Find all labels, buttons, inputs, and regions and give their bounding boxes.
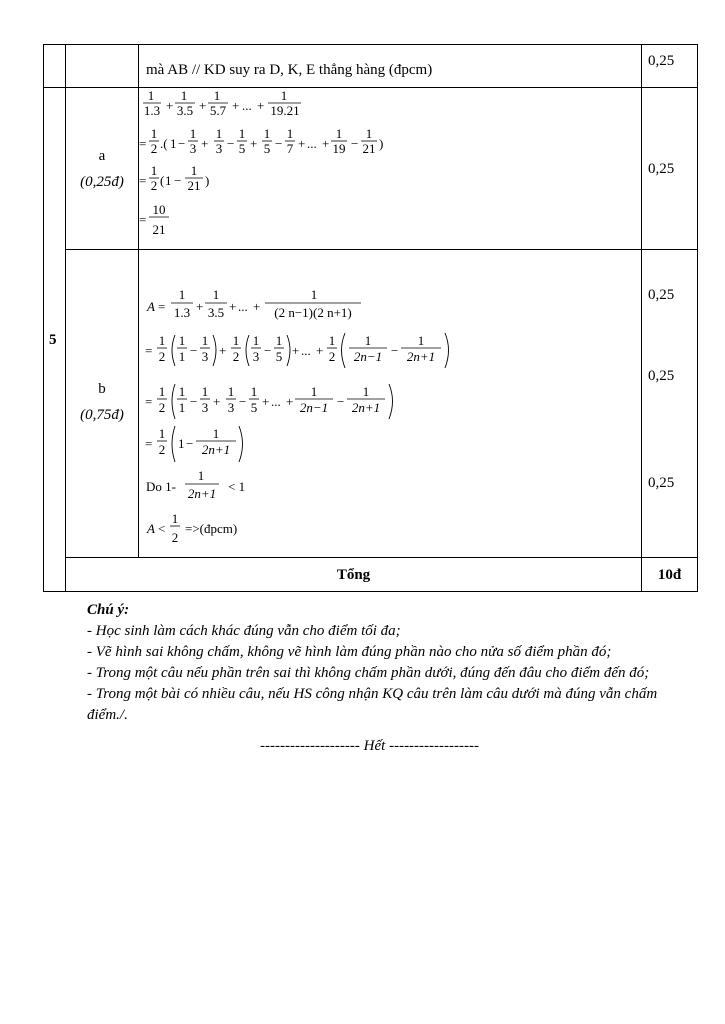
svg-text:+: + bbox=[286, 394, 294, 409]
table-border-row2 bbox=[65, 249, 698, 250]
svg-text:+: + bbox=[201, 136, 209, 151]
part-b-score-3: 0,25 bbox=[648, 475, 675, 491]
svg-text:=: = bbox=[139, 173, 147, 188]
svg-text:1: 1 bbox=[158, 426, 166, 441]
svg-text:+: + bbox=[196, 299, 204, 314]
svg-text:1: 1 bbox=[189, 126, 197, 141]
table-border-top bbox=[43, 44, 698, 45]
table-border-col3 bbox=[641, 44, 642, 592]
svg-text:2: 2 bbox=[232, 349, 240, 364]
svg-text:+: + bbox=[199, 98, 207, 113]
part-a-line-3 bbox=[139, 163, 209, 193]
svg-text:1: 1 bbox=[286, 126, 294, 141]
svg-text:1: 1 bbox=[365, 126, 373, 141]
svg-text:5: 5 bbox=[238, 141, 246, 156]
part-a-points: (0,25đ) bbox=[80, 174, 124, 190]
notes-title: Chú ý: bbox=[87, 602, 130, 618]
svg-text:2n−1: 2n−1 bbox=[353, 349, 383, 364]
total-label: Tổng bbox=[336, 567, 371, 583]
svg-text:19: 19 bbox=[332, 141, 346, 156]
svg-text:1: 1 bbox=[158, 384, 166, 399]
svg-text:−: − bbox=[174, 173, 182, 188]
svg-text:=: = bbox=[158, 299, 166, 314]
svg-text:3: 3 bbox=[189, 141, 197, 156]
svg-text:=: = bbox=[145, 436, 153, 451]
svg-text:< 1: < 1 bbox=[228, 479, 246, 494]
svg-text:+: + bbox=[213, 394, 221, 409]
svg-text:21: 21 bbox=[187, 178, 201, 193]
svg-text:2n+1: 2n+1 bbox=[406, 349, 436, 364]
svg-text:2n+1: 2n+1 bbox=[351, 400, 381, 415]
end-dashes-left: -------------------- bbox=[260, 738, 360, 754]
svg-text:1: 1 bbox=[213, 88, 221, 103]
svg-text:−: − bbox=[190, 394, 198, 409]
svg-text:1: 1 bbox=[201, 333, 209, 348]
svg-text:1: 1 bbox=[165, 173, 172, 188]
svg-text:.(: .( bbox=[160, 136, 168, 151]
svg-text:10: 10 bbox=[152, 202, 166, 217]
end-word: Hết bbox=[363, 738, 386, 754]
svg-text:1: 1 bbox=[275, 333, 283, 348]
svg-text:1: 1 bbox=[158, 333, 166, 348]
svg-text:...: ... bbox=[301, 343, 311, 358]
frac-den: 1.3 bbox=[143, 103, 161, 118]
svg-text:+: + bbox=[262, 394, 270, 409]
svg-text:): ) bbox=[379, 136, 384, 151]
svg-text:1.3: 1.3 bbox=[173, 305, 191, 320]
part-b-line-3 bbox=[145, 384, 393, 419]
svg-text:2n−1: 2n−1 bbox=[299, 400, 329, 415]
svg-text:1: 1 bbox=[212, 426, 220, 441]
question-number: 5 bbox=[49, 332, 57, 348]
svg-text:1: 1 bbox=[190, 163, 198, 178]
svg-text:−: − bbox=[351, 136, 359, 151]
table-border-bottom bbox=[43, 591, 698, 592]
svg-text:−: − bbox=[239, 394, 247, 409]
svg-text:2: 2 bbox=[150, 141, 158, 156]
svg-text:−: − bbox=[337, 394, 345, 409]
svg-text:+: + bbox=[298, 136, 306, 151]
svg-text:1: 1 bbox=[178, 333, 186, 348]
svg-text:1: 1 bbox=[335, 126, 343, 141]
svg-text:1: 1 bbox=[238, 126, 246, 141]
svg-text:...: ... bbox=[307, 136, 317, 151]
svg-text:1: 1 bbox=[178, 384, 186, 399]
svg-text:−: − bbox=[227, 136, 235, 151]
svg-text:1: 1 bbox=[178, 287, 186, 302]
svg-text:1: 1 bbox=[280, 88, 288, 103]
svg-text:+: + bbox=[229, 299, 237, 314]
svg-text:3.5: 3.5 bbox=[207, 305, 225, 320]
svg-text:Do 1-: Do 1- bbox=[146, 479, 176, 494]
svg-text:+: + bbox=[292, 343, 300, 358]
part-b-line-4 bbox=[145, 426, 243, 462]
part-a-label: a bbox=[98, 148, 106, 164]
svg-text:1: 1 bbox=[215, 126, 223, 141]
frac-num: 1 bbox=[147, 88, 155, 103]
svg-text:3: 3 bbox=[215, 141, 223, 156]
end-marker bbox=[260, 738, 479, 755]
note-item: - Vẽ hình sai không chấm, không vẽ hình làm đúng phần nào cho nửa số điểm phần đó; bbox=[87, 644, 612, 660]
svg-text:...: ... bbox=[271, 394, 281, 409]
svg-text:1: 1 bbox=[310, 287, 318, 302]
notes-section bbox=[87, 600, 687, 726]
svg-text:7: 7 bbox=[286, 141, 294, 156]
svg-text:2: 2 bbox=[150, 178, 158, 193]
svg-text:−: − bbox=[186, 436, 194, 451]
part-b-line-5 bbox=[146, 468, 245, 501]
svg-text:A: A bbox=[147, 299, 155, 314]
svg-text:1: 1 bbox=[250, 384, 258, 399]
svg-text:1: 1 bbox=[180, 88, 188, 103]
svg-text:=>(đpcm): =>(đpcm) bbox=[185, 521, 238, 536]
svg-text:19.21: 19.21 bbox=[270, 103, 300, 118]
part-b-score-2: 0,25 bbox=[648, 368, 675, 384]
svg-text:−: − bbox=[178, 136, 186, 151]
svg-text:...: ... bbox=[238, 299, 248, 314]
svg-text:+: + bbox=[166, 98, 174, 113]
svg-text:1: 1 bbox=[171, 511, 179, 526]
svg-text:2: 2 bbox=[158, 400, 166, 415]
part-a-line-4 bbox=[139, 202, 169, 237]
svg-text:): ) bbox=[205, 173, 210, 188]
svg-text:(: ( bbox=[160, 173, 165, 188]
svg-text:3.5: 3.5 bbox=[176, 103, 194, 118]
svg-text:+: + bbox=[316, 343, 324, 358]
svg-text:5: 5 bbox=[250, 400, 258, 415]
svg-text:1: 1 bbox=[150, 163, 158, 178]
svg-text:1: 1 bbox=[252, 333, 260, 348]
top-row-text: mà AB // KD suy ra D, K, E thẳng hàng (đpcm) bbox=[146, 62, 433, 78]
svg-text:=: = bbox=[145, 343, 153, 358]
svg-text:1: 1 bbox=[310, 384, 318, 399]
total-score: 10đ bbox=[657, 567, 682, 583]
svg-text:21: 21 bbox=[362, 141, 376, 156]
svg-text:=: = bbox=[139, 136, 147, 151]
part-a-score: 0,25 bbox=[648, 161, 675, 177]
svg-text:1: 1 bbox=[364, 333, 372, 348]
svg-text:2n+1: 2n+1 bbox=[187, 486, 217, 501]
svg-text:1: 1 bbox=[263, 126, 271, 141]
svg-text:−: − bbox=[190, 343, 198, 358]
svg-text:+: + bbox=[250, 136, 258, 151]
svg-text:1: 1 bbox=[212, 287, 220, 302]
svg-text:2: 2 bbox=[328, 349, 336, 364]
svg-text:(2 n−1)(2 n+1): (2 n−1)(2 n+1) bbox=[274, 305, 352, 320]
svg-text:+: + bbox=[257, 98, 265, 113]
svg-text:1: 1 bbox=[362, 384, 370, 399]
part-b-line-6 bbox=[146, 511, 237, 545]
svg-text:2n+1: 2n+1 bbox=[201, 442, 231, 457]
svg-text:A: A bbox=[147, 521, 155, 536]
svg-text:3: 3 bbox=[201, 349, 209, 364]
svg-text:1: 1 bbox=[328, 333, 336, 348]
svg-text:<: < bbox=[158, 521, 166, 536]
svg-text:−: − bbox=[264, 343, 272, 358]
svg-text:−: − bbox=[391, 343, 399, 358]
part-b-line-2 bbox=[145, 333, 449, 368]
part-a-line-2 bbox=[139, 126, 383, 156]
svg-text:+: + bbox=[322, 136, 330, 151]
part-a-line-1 bbox=[143, 88, 301, 118]
table-border-right bbox=[697, 44, 698, 592]
svg-text:1: 1 bbox=[201, 384, 209, 399]
svg-text:2: 2 bbox=[158, 442, 166, 457]
svg-text:2: 2 bbox=[171, 530, 179, 545]
svg-text:2: 2 bbox=[158, 349, 166, 364]
table-border-col1 bbox=[65, 44, 66, 592]
svg-text:=: = bbox=[145, 394, 153, 409]
top-row-score: 0,25 bbox=[648, 53, 675, 69]
svg-text:5.7: 5.7 bbox=[209, 103, 227, 118]
svg-text:−: − bbox=[275, 136, 283, 151]
note-item: - Trong một câu nếu phần trên sai thì không chấm phần dưới, đúng đến đâu cho điểm đến đó; bbox=[87, 665, 650, 681]
svg-text:1: 1 bbox=[232, 333, 240, 348]
table-border-left bbox=[43, 44, 44, 592]
part-b-line-1 bbox=[146, 287, 361, 320]
svg-text:1: 1 bbox=[150, 126, 158, 141]
svg-text:+: + bbox=[219, 343, 227, 358]
part-a-solution bbox=[139, 88, 439, 248]
end-dashes-right: ------------------ bbox=[389, 738, 479, 754]
part-b-solution bbox=[139, 280, 469, 555]
part-b-label: b bbox=[98, 381, 106, 397]
svg-text:+: + bbox=[232, 98, 240, 113]
note-item: - Trong một bài có nhiều câu, nếu HS công nhận KQ câu trên làm câu dưới mà đúng vẫn chấm điểm./. bbox=[87, 686, 658, 723]
svg-text:1: 1 bbox=[178, 349, 186, 364]
part-b-points: (0,75đ) bbox=[80, 407, 124, 423]
svg-text:=: = bbox=[139, 212, 147, 227]
part-b-score-1: 0,25 bbox=[648, 287, 675, 303]
svg-text:3: 3 bbox=[201, 400, 209, 415]
note-item: - Học sinh làm cách khác đúng vẫn cho điểm tối đa; bbox=[87, 623, 401, 639]
svg-text:1: 1 bbox=[227, 384, 235, 399]
svg-text:1: 1 bbox=[417, 333, 425, 348]
svg-text:21: 21 bbox=[152, 222, 166, 237]
svg-text:+: + bbox=[253, 299, 261, 314]
svg-text:...: ... bbox=[242, 98, 252, 113]
svg-text:1: 1 bbox=[170, 136, 177, 151]
svg-text:5: 5 bbox=[263, 141, 271, 156]
svg-text:1: 1 bbox=[178, 400, 186, 415]
table-border-row3 bbox=[65, 557, 698, 558]
svg-text:3: 3 bbox=[252, 349, 260, 364]
svg-text:5: 5 bbox=[275, 349, 283, 364]
svg-text:1: 1 bbox=[197, 468, 205, 483]
svg-text:3: 3 bbox=[227, 400, 235, 415]
svg-text:1: 1 bbox=[178, 436, 185, 451]
